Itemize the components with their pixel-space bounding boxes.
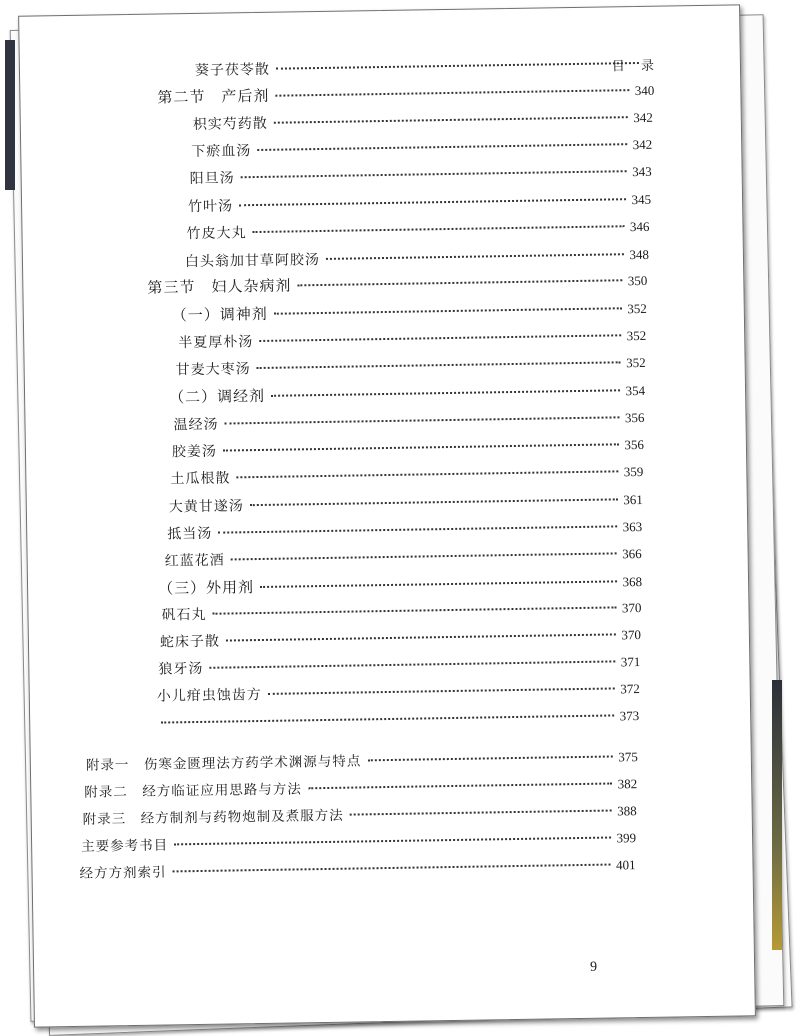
toc-entry-title: 甘麦大枣汤	[175, 361, 251, 379]
toc-appendix	[81, 828, 636, 857]
toc-entry-title: 附录一 伤寒金匮理法方药学术渊源与特点	[85, 753, 362, 774]
leader-dots	[271, 389, 619, 396]
toc-entry-page: 352	[626, 327, 647, 344]
toc-entry-page: 345	[631, 191, 652, 208]
toc-page	[18, 4, 756, 1027]
toc-entry	[173, 408, 644, 435]
toc-entry-title: 阳旦汤	[189, 170, 235, 188]
toc-entry-page: 372	[620, 681, 640, 697]
toc-subsection	[172, 298, 647, 326]
leader-dots	[231, 552, 616, 560]
leader-dots	[161, 714, 613, 723]
toc-entry-page: 356	[624, 436, 645, 453]
leader-dots	[212, 606, 615, 614]
toc-entry-page: 342	[633, 109, 653, 126]
toc-entry-page: 343	[632, 163, 652, 180]
toc-entry-title: 附录二 经方临证应用思路与方法	[84, 781, 302, 801]
toc-entry	[165, 544, 642, 571]
leader-dots	[268, 687, 614, 694]
toc-entry-page: 401	[615, 857, 636, 873]
page-number: 9	[589, 959, 598, 975]
toc-entry-page: 373	[619, 708, 640, 724]
toc-entry	[161, 598, 641, 626]
toc-entry-page: 382	[617, 776, 638, 792]
leader-dots	[259, 334, 620, 342]
toc-entry	[190, 162, 652, 189]
toc-entry-page: 375	[618, 749, 638, 765]
leader-dots	[308, 783, 612, 790]
toc-entry-page: 399	[616, 830, 637, 846]
leader-dots	[276, 62, 639, 70]
leader-dots	[236, 470, 617, 478]
toc-subsection	[169, 380, 645, 408]
toc-entry-page: 352	[626, 354, 646, 371]
toc-entry-page: 370	[621, 600, 642, 616]
leader-dots	[250, 498, 617, 506]
book-edge	[772, 680, 782, 950]
leader-dots	[218, 525, 616, 533]
toc-section	[157, 80, 654, 109]
toc-entry-title: 大黄甘遂汤	[168, 498, 244, 516]
leader-dots	[274, 307, 621, 314]
toc-entry-page: 346	[629, 218, 650, 235]
toc-entry-page: 354	[625, 382, 646, 399]
toc-entry	[157, 679, 640, 707]
toc-entry-page: 363	[622, 518, 643, 535]
toc-entry	[169, 490, 643, 517]
leader-dots	[297, 279, 621, 286]
toc-entry	[178, 326, 646, 353]
toc-entry	[191, 135, 652, 162]
toc-entry-title: 经方方剂索引	[79, 864, 167, 882]
leader-dots	[274, 116, 627, 124]
toc-entry	[167, 517, 642, 544]
toc-entry-title: 胶姜汤	[171, 443, 218, 461]
toc-entry-page: 368	[622, 574, 643, 590]
book-edge	[5, 40, 15, 190]
toc-entry-title: 竹叶汤	[187, 198, 234, 216]
toc-entry-title: 第三节 妇人杂病剂	[147, 276, 292, 297]
leader-dots	[275, 89, 628, 97]
leader-dots	[225, 416, 619, 424]
toc-entry-page: 370	[621, 627, 642, 643]
toc-entry-page: 352	[627, 300, 647, 317]
toc-entry	[158, 652, 640, 680]
leader-dots	[174, 837, 610, 846]
leader-dots	[257, 143, 626, 151]
toc-entry-title: （三）外用剂	[157, 578, 255, 598]
leader-dots	[241, 170, 626, 178]
toc-entry-page: 388	[617, 803, 637, 819]
toc-entry-title: 土瓜根散	[170, 470, 231, 488]
toc-entry-title: 竹皮大丸	[186, 225, 247, 243]
toc-section	[147, 270, 647, 299]
leader-dots	[223, 443, 618, 451]
toc-entry-page: 359	[623, 463, 644, 480]
toc-entry-page: 361	[623, 491, 643, 508]
toc-entry	[170, 462, 643, 489]
toc-entry-title: 矾石丸	[161, 606, 207, 624]
leader-dots	[239, 198, 625, 206]
toc-entry-title: 葵子茯苓散	[194, 61, 271, 79]
leader-dots	[209, 660, 614, 668]
toc-entry-title: （二）调经剂	[168, 386, 266, 407]
toc-entry-title: 蛇床子散	[159, 633, 221, 651]
toc-entry-title: 附录三 经方制剂与药物炮制及煮服方法	[82, 807, 344, 828]
toc-entry-title: 主要参考书目	[81, 837, 169, 855]
leader-dots	[226, 633, 615, 641]
toc-entry	[195, 54, 645, 81]
toc-entry-title: 半夏厚朴汤	[178, 334, 254, 352]
toc-entry	[193, 108, 653, 135]
toc-entry-title: 红蓝花酒	[164, 552, 225, 570]
leader-dots	[326, 253, 623, 260]
toc-entry	[188, 190, 651, 217]
toc-entry-page: 342	[632, 136, 653, 153]
toc-subsection	[158, 571, 642, 600]
toc-entry-page: 348	[629, 246, 650, 263]
toc-entry-page: 356	[624, 409, 645, 426]
toc-entry-title: 下瘀血汤	[191, 143, 252, 161]
toc-appendix	[83, 801, 637, 830]
toc-entry-page: 371	[620, 654, 641, 670]
toc-entry	[186, 217, 649, 244]
toc-entry	[160, 625, 641, 653]
toc-entry-title: 白头翁加甘草阿胶汤	[184, 252, 321, 271]
toc-appendix	[84, 774, 637, 803]
leader-dots	[367, 755, 612, 761]
toc-entry-page: 350	[627, 272, 648, 289]
toc-entry-page: 366	[622, 546, 642, 562]
leader-dots	[257, 361, 620, 369]
toc-entry	[155, 706, 639, 734]
toc-entry-title: 小儿疳虫蚀齿方	[156, 686, 262, 705]
leader-dots	[253, 225, 624, 233]
toc-entry	[176, 353, 646, 380]
page-header: 目 录	[611, 58, 661, 75]
toc-entry-title: 枳实芍药散	[192, 115, 268, 134]
leader-dots	[260, 580, 616, 588]
leader-dots	[173, 864, 610, 873]
toc-entry-title: 温经汤	[173, 416, 219, 434]
toc-appendix	[86, 747, 638, 776]
toc-appendix	[79, 855, 635, 884]
toc-entry-title: 抵当汤	[167, 525, 213, 543]
toc-entry-title: 狼牙汤	[158, 660, 204, 678]
leader-dots	[350, 810, 611, 816]
toc-entry-title: 第二节 产后剂	[157, 86, 270, 107]
toc-entry	[185, 245, 649, 272]
toc-entry-title: （一）调神剂	[171, 304, 268, 325]
toc-entry-page: 340	[634, 82, 655, 99]
toc-entry	[172, 435, 644, 462]
